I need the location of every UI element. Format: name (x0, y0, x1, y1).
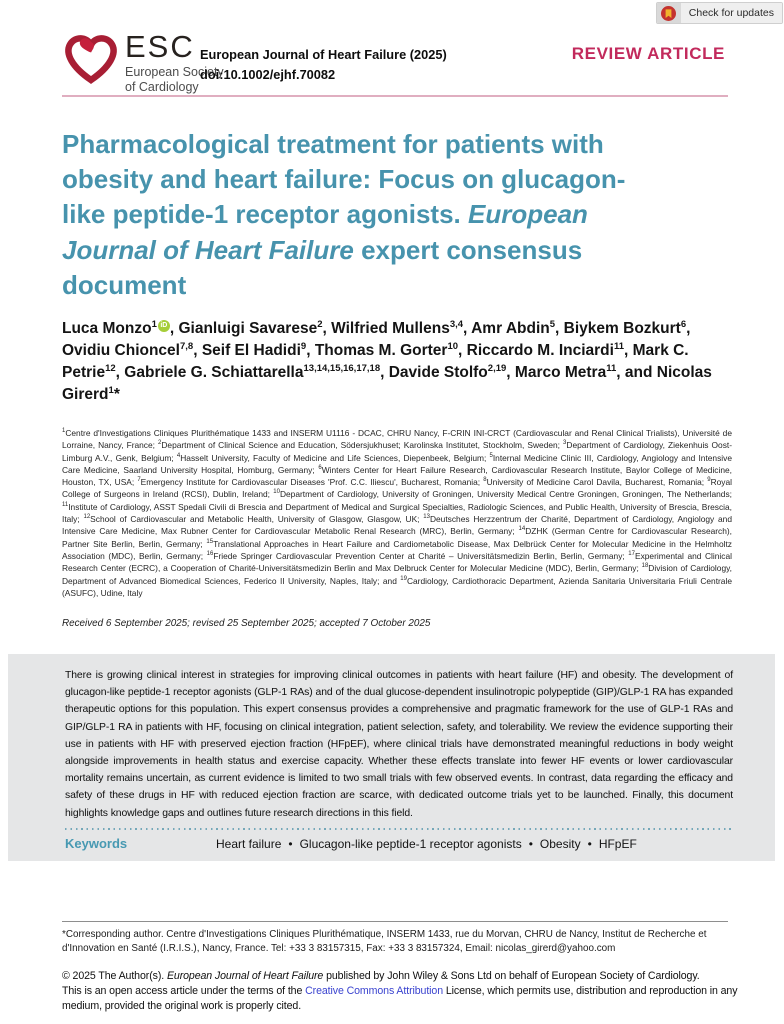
authors-line: Luca Monzo$^1$ iD , Gianluigi Savarese$^2$, Wilfried Mullens$^{3,4}$, Amr Abdin$^5$, Biykem Bozkurt$^6$, Ovidiu Chioncel$^{7,8}$, Seif El Hadidi$^9$, Thomas M. Gorter$^{10}$, Riccardo M. Inciardi$^{11}$, Mark C. Petrie$^{12}$, Gabriele G. Schiattarella$^{13,14,15,16,17,18}$, Davide Stolfo$^{2,19}$, Marco Metra$^{11}$, and Nicolas Girerd$^1$* (62, 318, 712, 403)
journal-info (200, 45, 447, 85)
keyword-bullet: • (528, 836, 533, 851)
article-title: Pharmacological treatment for patients with obesity and heart failure: Focus on glucagon-like peptide-1 receptor agonists. European Journal of Heart Failure expert consensus document (62, 129, 626, 300)
keyword-item: HFpEF (598, 836, 637, 851)
affiliations: $^1$Centre d'Investigations Cliniques Plurithématique 1433 and INSERM U1116 - DCAC, CHRU Nancy, F-CRIN INI-CRCT (Cardiovascular and Renal Clinical Trialists), Université de Lorraine, Nancy, France; $^2$Department of Clinical Science and Education, Södersjukhuset; Karolinska Institutet, Stockholm, Sweden; $^3$Department of Cardiology, Ziekenhuis Oost-Limburg A.V., Genk, Belgium; $^4$Hasselt University, Faculty of Medicine and Life Sciences, Diepenbeek, Belgium; $^5$Internal Medicine Clinic III, Cardiology, Angiology and Intensive Care Medicine, Saarland University Hospital, Homburg, Germany; $^6$Winters Center for Heart Failure Research, Cardiovascular Research Institute, Baylor College of Medicine, Houston, TX, USA; $^7$Emergency Institute for Cardiovascular Diseases 'Prof. C.C. Iliescu', Bucharest, Romania; $^8$University of Medicine Carol Davila, Bucharest, Romania; $^9$Royal College of Surgeons in Ireland (RCSI), Dublin, Ireland; $^{10}$Department of Cardiology, University of Groningen, University Medical Centre Groningen, Groningen, The Netherlands; $^{11}$Institute of Cardiology, ASST Spedali Civili di Brescia and Department of Medical and Surgical Specialties, Radiologic Sciences, and Public Health, University of Brescia, Brescia, Italy; $^{12}$School of Cardiovascular and Metabolic Health, University of Glasgow, Glasgow, UK; $^{13}$Deutsches Herzzentrum der Charité, Department of Cardiology, Angiology and Intensive Care Medicine, Max Rubner Center for Cardiovascular Metabolic Renal Research (MRC), Berlin, Germany; $^{14}$DZHK (German Centre for Cardiovascular Research), Partner Site Berlin, Berlin, Germany; $^{15}$Translational Approaches in Heart Failure and Cardiometabolic Disease, Max Delbrück Center for Molecular Medicine in the Helmholtz Association (MDC), Berlin, Germany; $^{16}$Friede Springer Cardiovascular Prevention Center at Charité – Universitätsmedizin Berlin, Berlin, Germany; $^{17}$Experimental and Clinical Research Center (ECRC), a Cooperation of Charité-Universitätsmedizin Berlin and Max Delbruck Center for Molecular Medicine (MDC), Berlin, Germany; $^{18}$Division of Cardiology, Department of Advanced Biomedical Sciences, Federico II University, Naples, Italy; and $^{19}$Cardiology, Cardiothoracic Department, Azienda Sanitaria Universitaria Friuli Centrale (ASUFC), Udine, Italy (62, 428, 733, 598)
article-type-label: REVIEW ARTICLE (571, 44, 725, 63)
keyword-bullet: • (288, 836, 293, 851)
keyword-item: Obesity (539, 836, 581, 851)
footnote-divider (62, 921, 728, 922)
check-for-updates-badge[interactable] (656, 2, 783, 24)
dotted-divider (65, 828, 733, 830)
keywords-row (65, 836, 733, 851)
creative-commons-link[interactable]: Creative Commons Attribution (305, 984, 444, 997)
crossmark-icon (657, 3, 681, 23)
keyword-item: Glucagon-like peptide-1 receptor agonists (299, 836, 522, 851)
keyword-bullet: • (587, 836, 592, 851)
check-for-updates-label: Check for updates (681, 3, 782, 23)
keywords-list (216, 837, 637, 851)
abstract-section (8, 654, 775, 861)
copyright-line: © 2025 The Author(s). European Journal of Heart Failure published by John Wiley & Sons Ltd on behalf of European Society of Cardiology. (62, 970, 700, 982)
copyright-block (62, 969, 740, 1013)
header-divider (62, 95, 728, 97)
corresponding-author-note: *Corresponding author. Centre d'Investigations Cliniques Plurithématique, INSERM 1433, rue du Morvan, CHRU de Nancy, Institut de Recherche et d'Innovation en Santé (I.R.I.S.), Nancy, France. Tel: +33 3 83157315, Fax: +33 3 83157324, Email: nicolas_girerd@yahoo.com (62, 929, 707, 954)
license-line: This is an open access article under the terms of the Creative Commons Attribution License, which permits use, distribution and reproduction in any medium, provided the original work is properly cited. (62, 984, 738, 1012)
doi: doi:10.1002/ejhf.70082 (200, 67, 336, 82)
keyword-item: Heart failure (216, 836, 282, 851)
esc-society-line2: of Cardiology (125, 79, 199, 94)
dates-line: Received 6 September 2025; revised 25 September 2025; accepted 7 October 2025 (62, 618, 431, 629)
keywords-label: Keywords (65, 835, 128, 851)
journal-name: European Journal of Heart Failure (2025) (200, 47, 447, 62)
esc-society-line1: European Society (125, 65, 224, 79)
orcid-icon[interactable]: iD (158, 320, 170, 332)
esc-acronym: ESC (125, 29, 195, 64)
esc-heart-icon (62, 31, 120, 94)
abstract-text: There is growing clinical interest in strategies for improving clinical outcomes in patients with heart failure (HF) and obesity. The development of glucagon-like peptide-1 receptor agonists (GLP-1 RAs) and of the dual glucose-dependent insulinotropic polypeptide (GIP)/GLP-1 RA has expanded therapeutic options for this population. This expert consensus provides a comprehensive and pragmatic framework for the use of GLP-1 RAs and GIP/GLP-1 RA in patients with HF, focusing on clinical integration, patient selection, safety, and tolerability. We review the evidence supporting their use in patients with HF with preserved ejection fraction (HFpEF), where clinical trials have demonstrated meaningful reductions in body weight alongside improvements in health status and exercise capacity. Whether these effects translate into fewer HF events or lower cardiovascular mortality remains uncertain, as current evidence is limited to two small trials with few observed events. In contrast, data regarding the efficacy and safety of these drugs in HF with reduced ejection fraction are scarce, with dedicated outcome trials yet to be launched. Finally, this document highlights knowledge gaps and outlines future research directions in this field. (65, 670, 733, 819)
